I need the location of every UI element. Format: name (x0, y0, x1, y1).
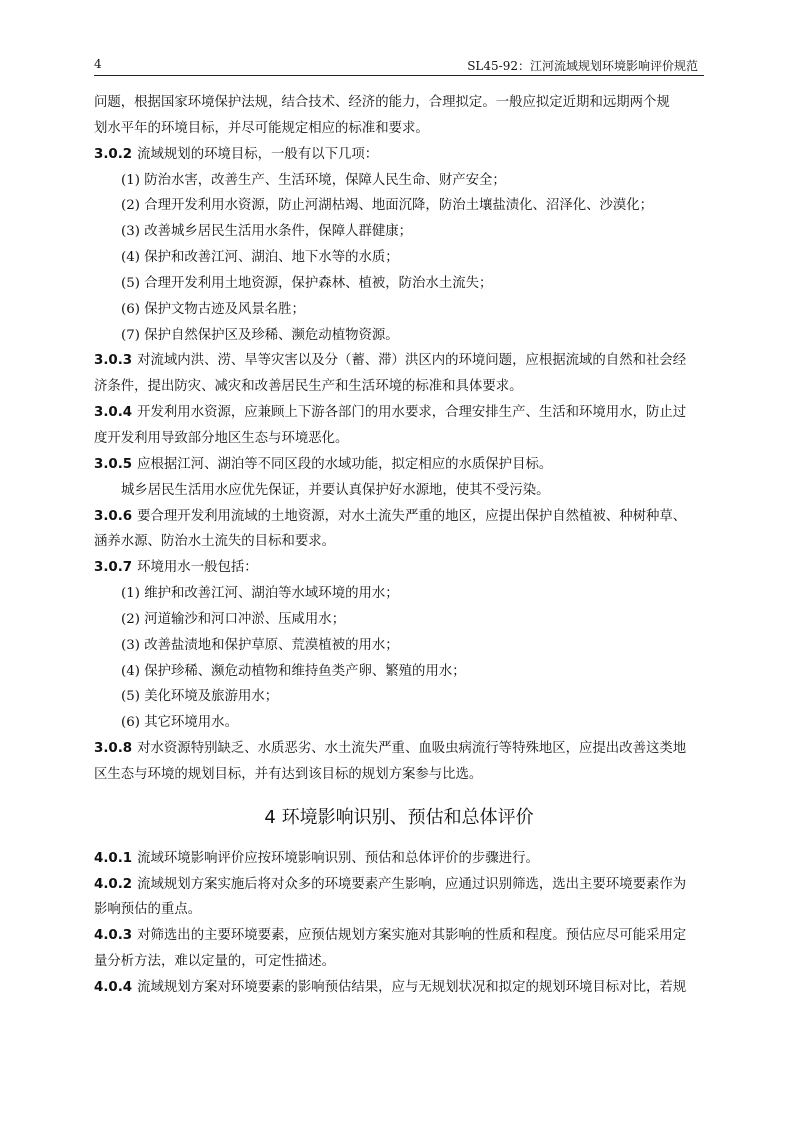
clause-continuation: 影响预估的重点。 (94, 902, 202, 918)
clause-text: 对水资源特别缺乏、水质恶劣、水土流失严重、血吸虫病流行等特殊地区，应提出改善这类地 (137, 741, 687, 757)
clause-text: 流域规划方案实施后将对众多的环境要素产生影响，应通过识别筛选，选出主要环境要素作为 (137, 876, 687, 892)
clause-text: 对流域内洪、涝、旱等灾害以及分（蓄、滞）洪区内的环境问题，应根据流域的自然和社会经 (137, 353, 687, 369)
clause-text: 对筛选出的主要环境要素，应预估规划方案实施对其影响的性质和程度。预估应尽可能采用定 (137, 928, 687, 944)
clause-number: 3.0.8 (94, 741, 133, 757)
list-item: (6) 其它环境用水。 (121, 715, 238, 731)
clause-continuation: 区生态与环境的规划目标，并有达到该目标的规划方案参与比选。 (94, 766, 483, 782)
page-body (94, 90, 704, 1001)
clause-text: 流域规划方案对环境要素的影响预估结果，应与无规划状况和拟定的规划环境目标对比，若规 (137, 980, 687, 995)
list-item: (2) 河道输沙和河口冲淤、压咸用水； (121, 611, 346, 627)
clause-number: 4.0.1 (94, 850, 133, 866)
clause-number: 3.0.4 (94, 405, 133, 421)
clause-number: 4.0.2 (94, 876, 133, 892)
clause-text: 流域环境影响评价应按环境影响识别、预估和总体评价的步骤进行。 (137, 850, 539, 866)
paragraph-line: 问题，根据国家环境保护法规，结合技术、经济的能力，合理拟定。一般应拟定近期和远期两个规 (94, 95, 670, 110)
list-item: (5) 合理开发利用土地资源，保护森林、植被，防治水土流失； (121, 275, 493, 291)
clause-text: 开发利用水资源，应兼顾上下游各部门的用水要求，合理安排生产、生活和环境用水，防止过 (137, 405, 687, 421)
list-item: (5) 美化环境及旅游用水； (121, 689, 279, 705)
clause-number: 3.0.2 (94, 146, 133, 162)
list-item: (3) 改善盐渍地和保护草原、荒漠植被的用水； (121, 637, 399, 653)
list-item: (3) 改善城乡居民生活用水条件，保障人群健康； (121, 224, 413, 240)
clause-continuation: 量分析方法，难以定量的，可定性描述。 (94, 954, 336, 970)
clause-3-0-6 (94, 504, 704, 530)
page-number: 4 (94, 57, 102, 71)
clause-text: 流域规划的环境目标，一般有以下几项： (137, 146, 379, 162)
list-item: (4) 保护珍稀、濒危动植物和维持鱼类产卵、繁殖的用水； (121, 663, 466, 679)
clause-3-0-5 (94, 452, 704, 478)
clause-4-0-4 (94, 975, 704, 1001)
clause-3-0-4 (94, 400, 704, 426)
clause-3-0-7 (94, 555, 704, 581)
clause-4-0-3 (94, 923, 704, 949)
clause-continuation: 涵养水源、防治水土流失的目标和要求。 (94, 534, 336, 550)
list-item: (1) 维护和改善江河、湖泊等水域环境的用水； (121, 586, 399, 602)
clause-number: 3.0.6 (94, 508, 133, 524)
clause-number: 3.0.7 (94, 560, 133, 576)
clause-number: 3.0.3 (94, 353, 133, 369)
page-header (94, 53, 704, 76)
list-item: (1) 防治水害，改善生产、生活环境，保障人民生命、财产安全； (121, 172, 506, 188)
clause-3-0-2 (94, 142, 704, 168)
clause-4-0-2 (94, 872, 704, 898)
clause-3-0-8 (94, 736, 704, 762)
clause-text: 环境用水一般包括： (137, 560, 258, 576)
clause-3-0-3 (94, 348, 704, 374)
header-title: SL45-92：江河流域规划环境影响评价规范 (467, 59, 698, 73)
section-heading: 4 环境影响识别、预估和总体评价 (264, 806, 534, 828)
clause-continuation: 济条件，提出防灾、减灾和改善居民生产和生活环境的标准和具体要求。 (94, 379, 523, 395)
paragraph-line: 划水平年的环境目标，并尽可能规定相应的标准和要求。 (94, 120, 429, 136)
clause-number: 3.0.5 (94, 456, 133, 472)
clause-number: 4.0.3 (94, 928, 133, 944)
clause-text: 应根据江河、湖泊等不同区段的水域功能，拟定相应的水质保护目标。 (137, 456, 553, 472)
list-item: (7) 保护自然保护区及珍稀、濒危动植物资源。 (121, 327, 399, 343)
clause-number: 4.0.4 (94, 980, 133, 995)
list-item: (2) 合理开发利用水资源，防止河湖枯竭、地面沉降，防治土壤盐渍化、沼泽化、沙漠化； (121, 198, 654, 214)
list-item: (4) 保护和改善江河、湖泊、地下水等的水质； (121, 250, 399, 266)
clause-4-0-1 (94, 846, 704, 872)
clause-paragraph: 城乡居民生活用水应优先保证，并要认真保护好水源地，使其不受污染。 (121, 482, 550, 498)
list-item: (6) 保护文物古迹及风景名胜； (121, 301, 305, 317)
clause-text: 要合理开发利用流域的土地资源，对水土流失严重的地区，应提出保护自然植被、种树种草、 (137, 508, 687, 524)
clause-continuation: 度开发利用导致部分地区生态与环境恶化。 (94, 430, 349, 446)
